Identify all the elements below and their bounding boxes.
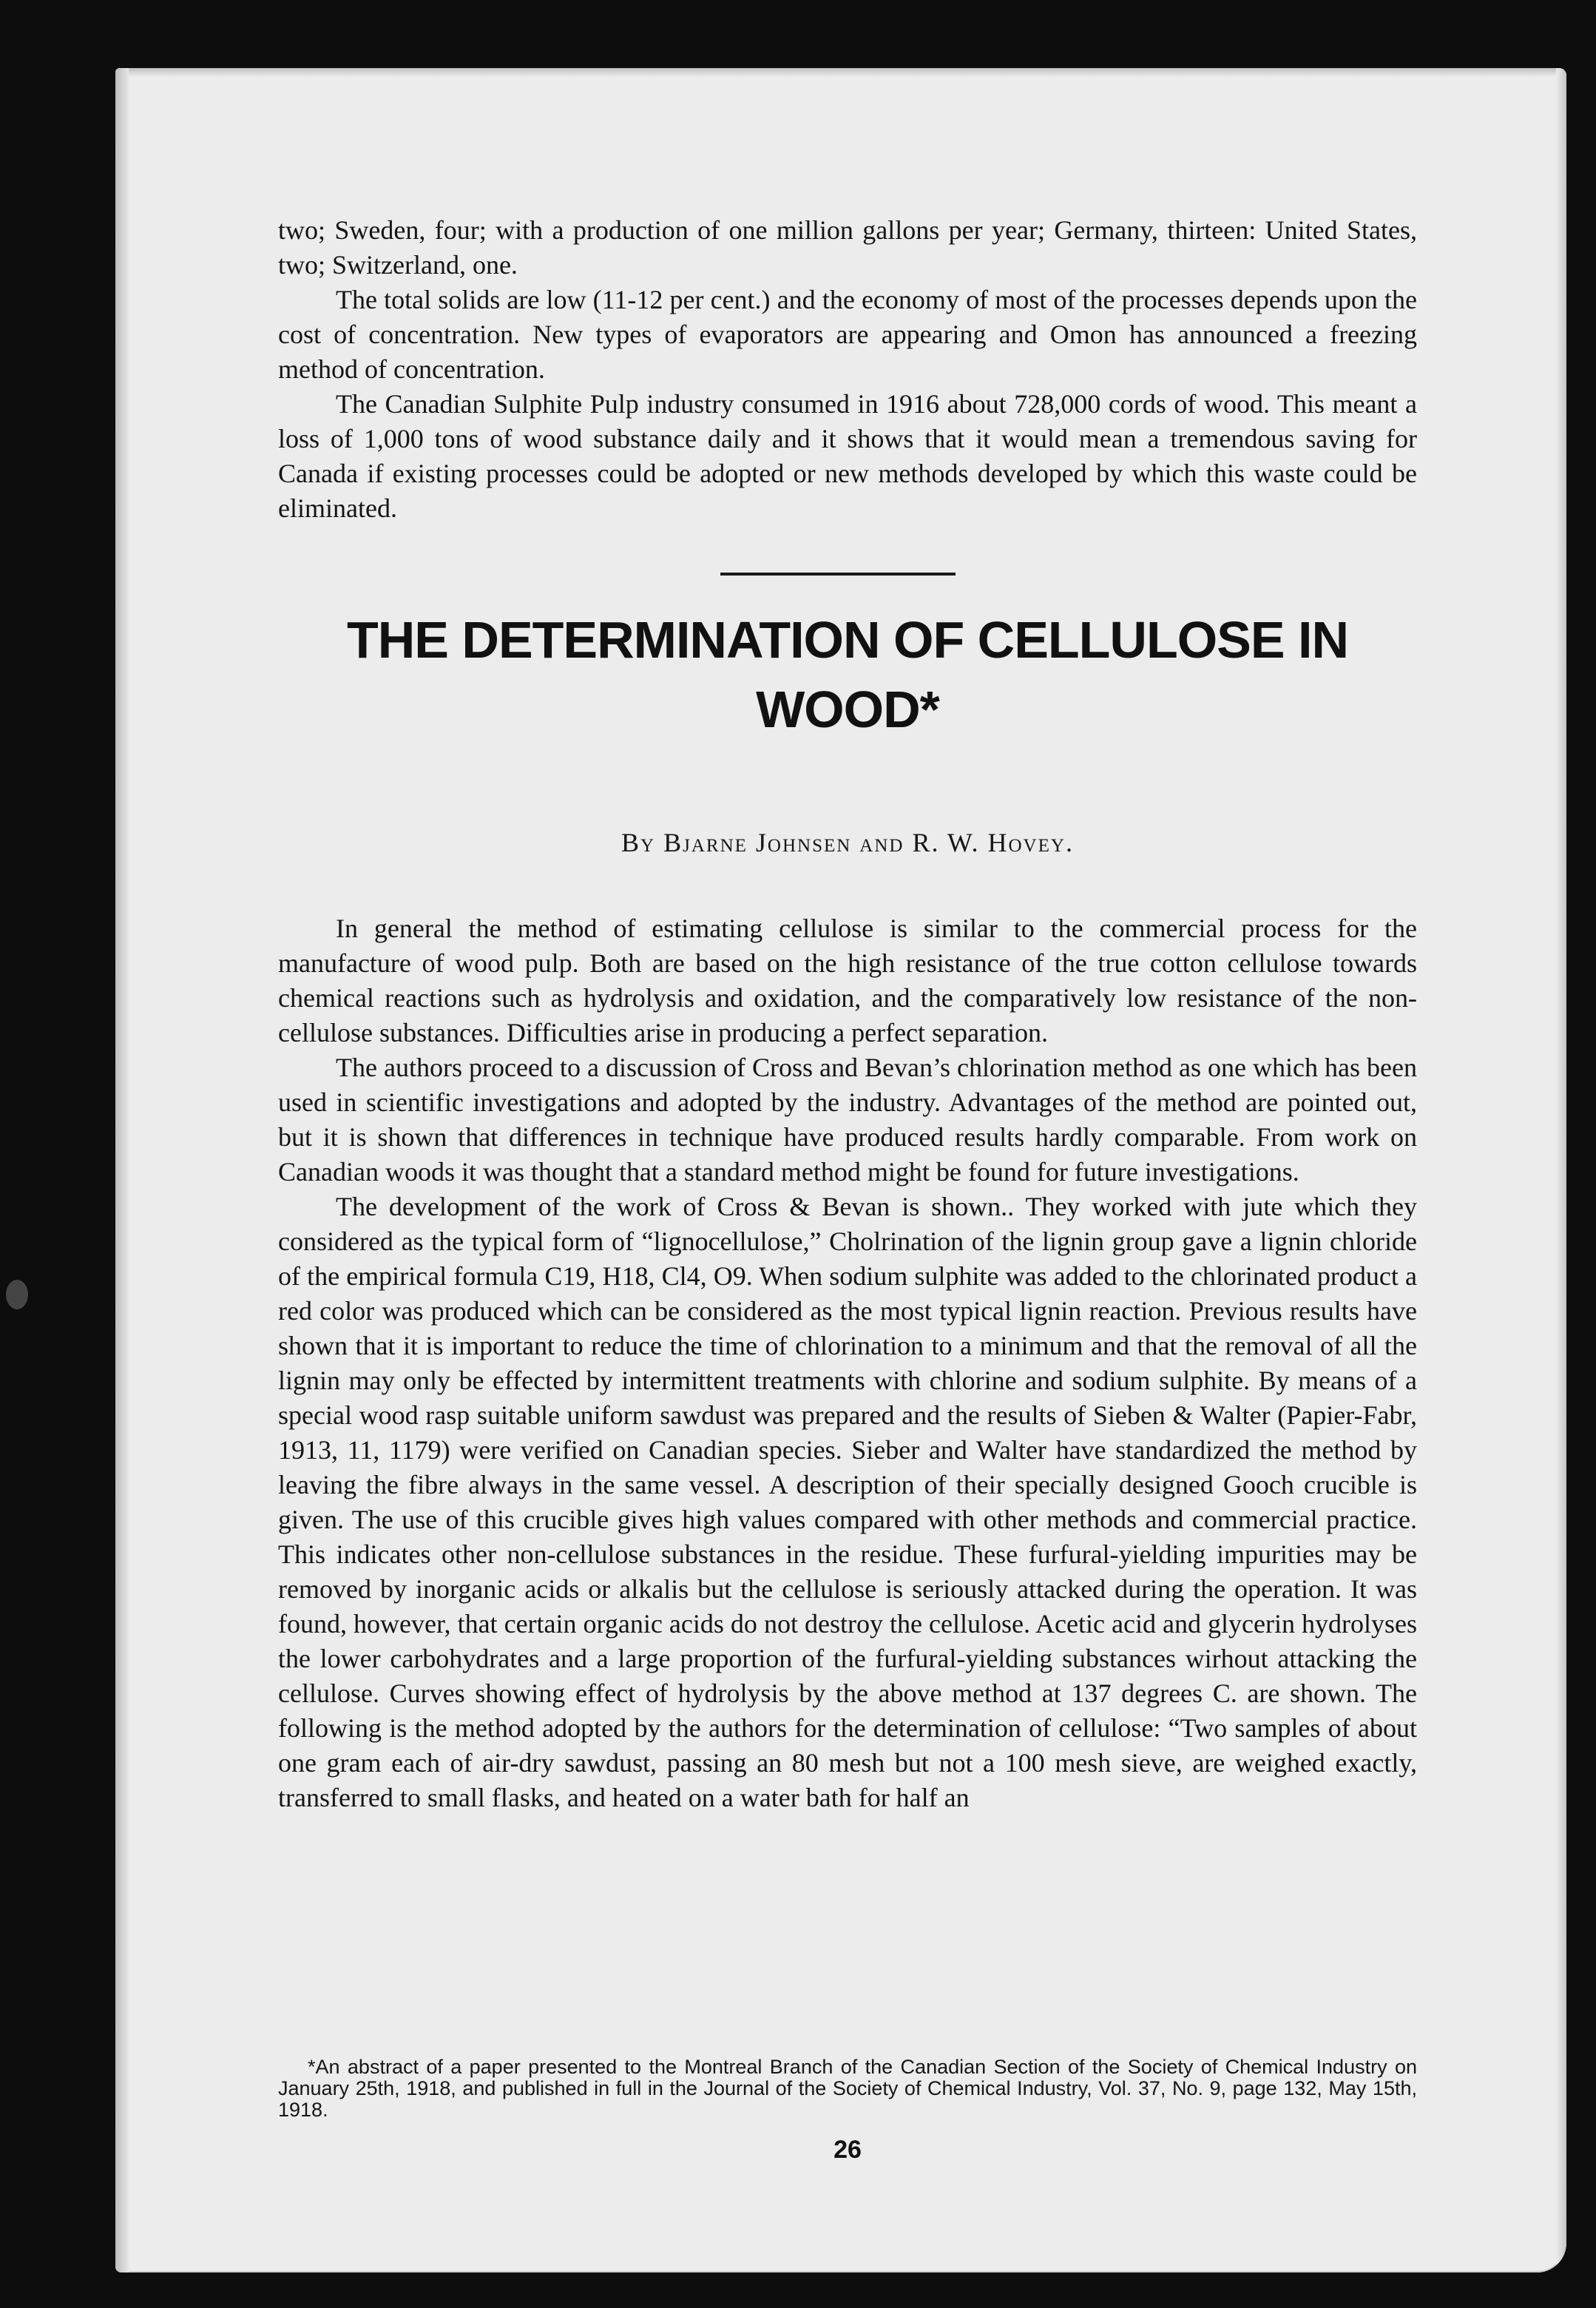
section-divider (720, 573, 956, 576)
article-footnote: *An abstract of a paper presented to the Montreal Branch of the Canadian Section of the Society of Chemical Industry on January 25th, 1918, and published in full in the Journal of the Society of Chemical Industry, Vol. 37, No. 9, page 132, May 15th, 1918. (278, 2056, 1417, 2121)
intro-section (278, 213, 1417, 526)
page-edge-right (1556, 68, 1566, 2272)
body-paragraph: The authors proceed to a discussion of Cross and Bevan’s chlorination method as one which has been used in scientific investigations and adopted by the industry. Advantages of the method are pointed out, but it is shown that differences in technique have produced results hardly comparable. From work on Canadian woods it was thought that a standard method might be found for future investigations. (278, 1053, 1417, 1187)
scan-margin-mark (6, 1280, 28, 1309)
page-edge-left (115, 68, 129, 2272)
body-paragraph: In general the method of estimating cellulose is similar to the commercial process for the manufacture of wood pulp. Both are based on the high resistance of the true cotton cellulose towards chemical reactions such as hydrolysis and oxidation, and the comparatively low resistance of the non-cellulose substances. Difficulties arise in producing a perfect separation. (278, 914, 1417, 1047)
book-page (115, 68, 1566, 2272)
article-body (278, 911, 1417, 1815)
page-number: 26 (833, 2136, 862, 2164)
page-edge-top (115, 68, 1566, 77)
article-title: THE DETERMINATION OF CELLULOSE IN WOOD* (346, 611, 1348, 738)
body-paragraph: The development of the work of Cross & Bevan is shown.. They worked with jute which they considered as the typical form of “lignocellulose,” Cholrination of the lignin group gave a lignin chloride of the empirical formula C19, H18, Cl4, O9. When sodium sulphite was added to the chlorinated product a red color was produced which can be considered as the most typical lignin reaction. Previous results have shown that it is important to reduce the time of chlorination to a minimum and that the removal of all the lignin may only be effected by intermittent treatments with chlorine and sodium sulphite. By means of a special wood rasp suitable uniform sawdust was prepared and the results of Sieben & Walter (Papier-Fabr, 1913, 11, 1179) were verified on Canadian species. Sieber and Walter have standardized the method by leaving the fibre always in the same vessel. A description of their specially designed Gooch crucible is given. The use of this crucible gives high values compared with other methods and commercial practice. This indicates other non-cellulose substances in the residue. These furfural-yielding impurities may be removed by inorganic acids or alkalis but the cellulose is seriously attacked during the operation. It was found, however, that certain organic acids do not destroy the cellulose. Acetic acid and glycerin hydrolyses the lower carbohydrates and a large proportion of the furfural-yielding substances wirhout attacking the cellulose. Curves showing effect of hydrolysis by the above method at 137 degrees C. are shown. The following is the method adopted by the authors for the determination of cellulose: “Two samples of about one gram each of air-dry sawdust, passing an 80 mesh but not a 100 mesh sieve, are weighed exactly, transferred to small flasks, and heated on a water bath for half an (278, 1192, 1417, 1812)
intro-paragraph: The Canadian Sulphite Pulp industry consumed in 1916 about 728,000 cords of wood. This meant a loss of 1,000 tons of wood substance daily and it shows that it would mean a tremendous saving for Canada if existing processes could be adopted or new methods developed by which this waste could be eliminated. (278, 389, 1417, 523)
intro-paragraph: The total solids are low (11-12 per cent.) and the economy of most of the processes depends upon the cost of concentration. New types of evaporators are appearing and Omon has announced a freezing method of concentration. (278, 285, 1417, 384)
article-byline: By Bjarne Johnsen and R. W. Hovey. (621, 828, 1074, 857)
intro-paragraph: two; Sweden, four; with a production of one million gallons per year; Germany, thirteen: United States, two; Switzerland, one. (278, 215, 1417, 280)
